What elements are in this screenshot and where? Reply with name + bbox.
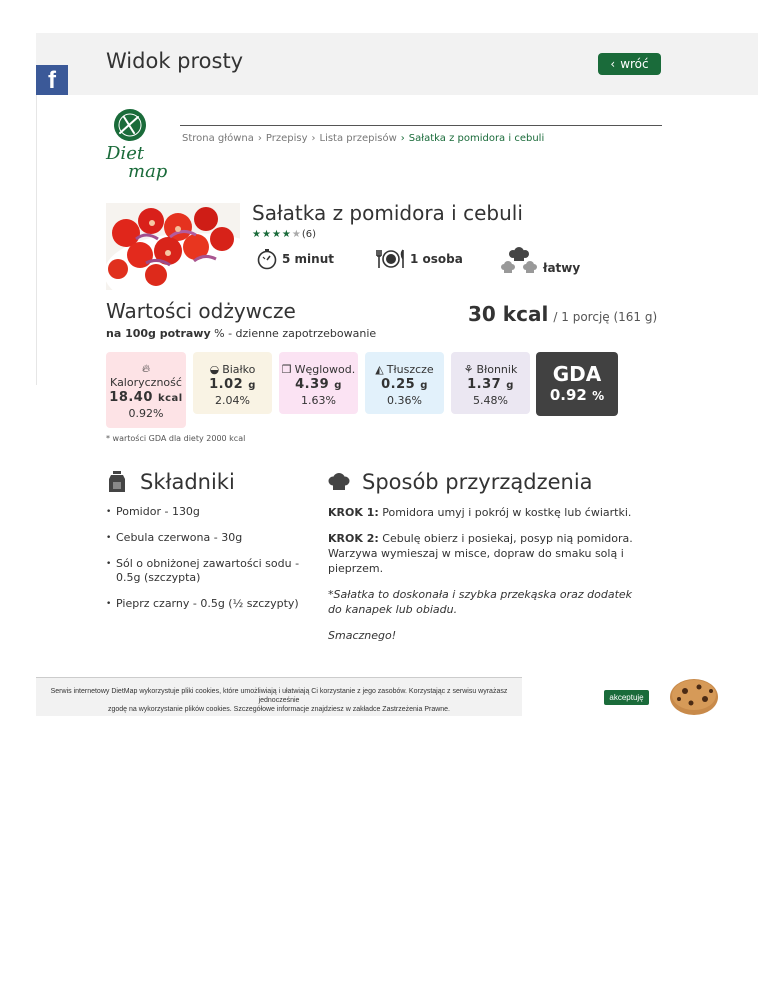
difficulty — [499, 246, 580, 276]
kcal-portion: / 1 porcję (161 g) — [553, 310, 658, 324]
svg-text:map: map — [128, 161, 168, 182]
nutrient-label: Kaloryczność — [110, 376, 182, 389]
gda-label: GDA — [552, 362, 602, 386]
nutrient-value: 18.40 — [109, 390, 153, 405]
nutrition-title: Wartości odżywcze — [106, 299, 296, 323]
chevron-right-icon: › — [257, 133, 262, 144]
cookie-text-line1: Serwis internetowy DietMap wykorzystuje pliki cookies, które umożliwiają i ułatwiają Ci korzystanie z jego zasobów. Korzystając z serwisu wyrażasz jednocześnie — [50, 688, 508, 704]
difficulty-value: łatwy — [543, 261, 581, 275]
chevron-right-icon: › — [400, 133, 405, 144]
cookie-accept-button[interactable]: akceptuję — [604, 690, 649, 705]
nutrient-percent: 5.48% — [473, 394, 508, 407]
divider — [36, 95, 37, 385]
preparation-steps — [328, 505, 648, 654]
ingredients-heading — [106, 470, 235, 494]
back-button-label: wróć — [620, 57, 649, 71]
nutrient-label: Węglowod. — [294, 362, 356, 376]
breadcrumb-divider — [180, 125, 662, 126]
chevron-right-icon: › — [311, 133, 316, 144]
rating-count: (6) — [301, 229, 317, 240]
chef-hats-icon — [499, 246, 539, 276]
svg-text:Diet: Diet — [106, 143, 145, 164]
servings — [376, 248, 463, 270]
star-icon: ★ — [281, 229, 291, 240]
per100-caption: na 100g potrawy % - dzienne zapotrzebowanie — [106, 327, 377, 340]
nutrient-value: 1.37 — [467, 377, 502, 392]
nutrient-label: Białko — [222, 362, 256, 376]
gda-box — [536, 352, 618, 416]
preparation-heading — [328, 470, 593, 494]
nutrient-percent: 0.92% — [128, 407, 164, 420]
kcal-total-value: 30 kcal — [468, 302, 549, 326]
cookie-banner — [36, 677, 522, 716]
page-mode-title: Widok prosty — [106, 49, 244, 73]
breadcrumb-recipe-list[interactable]: Lista przepisów — [319, 133, 397, 144]
nutrient-carbs — [279, 352, 358, 414]
nutrient-label: Błonnik — [476, 362, 518, 376]
cookie-illustration — [667, 675, 721, 717]
star-icon: ★ — [271, 229, 281, 240]
plate-cutlery-icon — [376, 248, 406, 270]
nutrient-value: 1.02 — [209, 377, 244, 392]
cookie-text-line2: zgodę na wykorzystanie plików cookies. Szczegółowe informacje znajdziesz w zakładce Zastrzeżenia Prawne. — [108, 706, 450, 713]
chevron-left-icon: ‹ — [610, 57, 616, 71]
kcal-total — [468, 302, 657, 326]
nutrient-percent: 1.63% — [301, 394, 336, 407]
nutrient-fat — [365, 352, 444, 414]
ingredient-item: • Sól o obniżonej zawartości sodu - 0.5g (szczypta) — [106, 557, 306, 585]
preparation-title: Sposób przyrządzenia — [362, 470, 593, 494]
dietmap-logo[interactable] — [104, 107, 174, 185]
gda-value: 0.92 — [549, 386, 587, 404]
ingredient-item: • Pieprz czarny - 0.5g (½ szczypty) — [106, 597, 306, 611]
nutrient-unit: g — [420, 380, 428, 391]
star-half-icon: ★ — [291, 229, 301, 240]
recipe-photo — [106, 203, 240, 290]
nutrient-value: 4.39 — [295, 377, 330, 392]
nutrient-label: Tłuszcze — [386, 362, 434, 376]
prep-time — [256, 248, 334, 270]
recipe-title: Sałatka z pomidora i cebuli — [252, 201, 523, 225]
recipe-rating[interactable] — [252, 229, 316, 240]
bowl-icon: ◒ — [209, 362, 220, 376]
prep-time-value: 5 minut — [282, 252, 334, 266]
ingredient-item: • Cebula czerwona - 30g — [106, 531, 306, 545]
breadcrumb-recipes[interactable]: Przepisy — [265, 133, 308, 144]
nutrient-unit: g — [334, 380, 342, 391]
nutrient-percent: 2.04% — [215, 394, 250, 407]
breadcrumb-current: Sałatka z pomidora i cebuli — [408, 133, 545, 144]
nutrient-calories — [106, 352, 186, 428]
stopwatch-icon — [256, 248, 278, 270]
nutrient-value: 0.25 — [381, 377, 416, 392]
preparation-note: *Sałatka to doskonała i szybka przekąska oraz dodatek do kanapek lub obiadu. — [328, 588, 633, 616]
preparation-closing: Smacznego! — [328, 629, 397, 642]
nutrient-unit: g — [248, 380, 256, 391]
spice-jars-icon — [106, 470, 128, 494]
step-2: KROK 2: Cebulę obierz i posiekaj, posyp nią pomidora. Warzywa wymieszaj w misce, dopraw do smaku solą i pieprzem. — [328, 532, 633, 575]
ingredient-item: • Pomidor - 130g — [106, 505, 306, 519]
cheese-icon: ◭ — [375, 362, 384, 376]
servings-value: 1 osoba — [410, 252, 463, 266]
chef-hat-icon — [328, 472, 350, 492]
step-1: KROK 1: Pomidora umyj i pokrój w kostkę lub ćwiartki. — [328, 506, 632, 519]
nutrient-protein — [193, 352, 272, 414]
nutrient-unit: g — [506, 380, 514, 391]
nutrient-unit: kcal — [157, 393, 183, 404]
top-bar — [36, 33, 758, 95]
wheat-icon: ⚘ — [463, 362, 474, 376]
gda-note: * wartości GDA dla diety 2000 kcal — [106, 434, 246, 443]
star-icon: ★ — [252, 229, 261, 240]
flame-icon: 🔥︎ — [141, 362, 151, 375]
nutrient-fiber — [451, 352, 530, 414]
breadcrumb — [182, 133, 544, 144]
ingredients-title: Składniki — [140, 470, 235, 494]
ingredients-list — [106, 505, 306, 623]
facebook-icon[interactable]: f — [36, 65, 68, 95]
back-button[interactable] — [598, 53, 661, 75]
gda-unit: % — [592, 389, 605, 403]
sugar-cube-icon: ❒ — [281, 362, 292, 376]
nutrient-percent: 0.36% — [387, 394, 422, 407]
star-icon: ★ — [261, 229, 271, 240]
breadcrumb-home[interactable]: Strona główna — [182, 133, 254, 144]
